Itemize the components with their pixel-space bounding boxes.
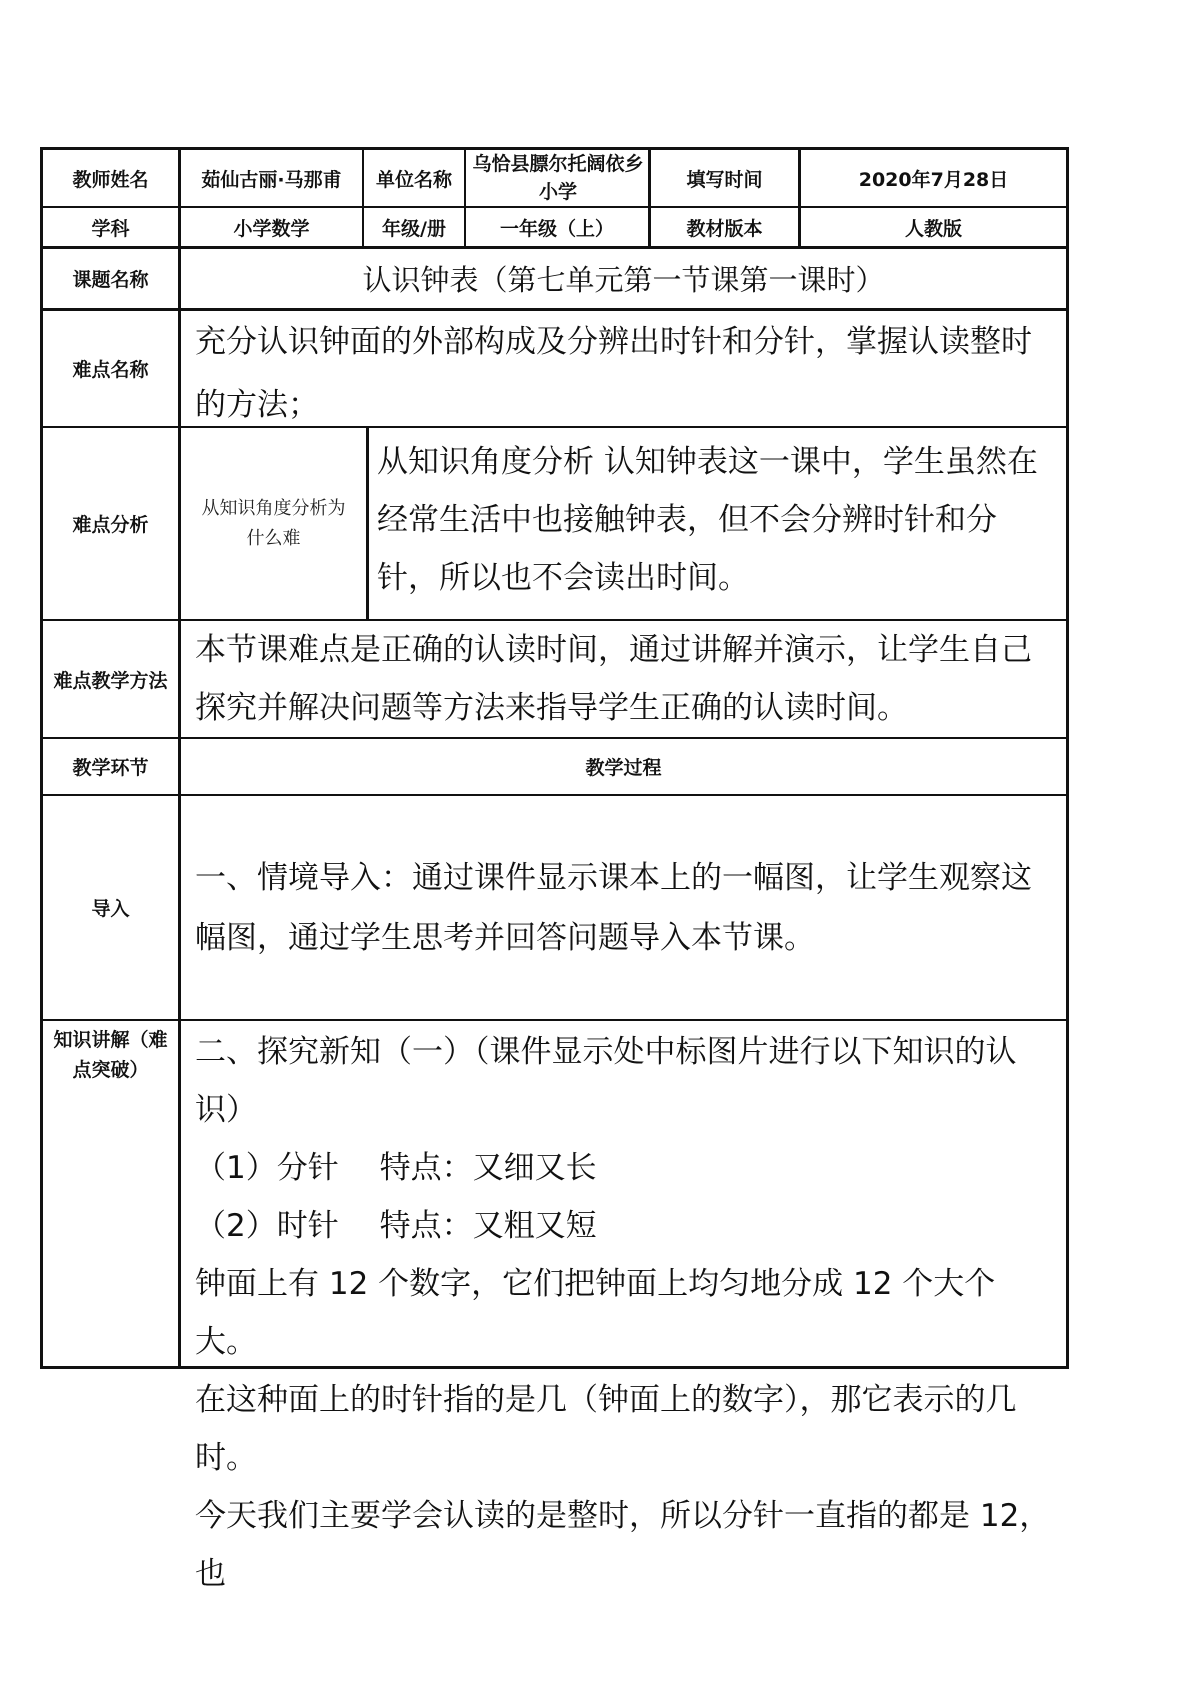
intro-label: 导入 <box>91 898 130 920</box>
method-value <box>181 621 1066 737</box>
topic-value: 认识钟表（第七单元第一节课第一课时） <box>362 263 885 297</box>
unit-name-value: 乌恰县膘尔托阔依乡小学 <box>472 153 644 203</box>
analysis-sub-label: 从知识角度分析为什么难 <box>201 497 346 549</box>
table-right-border <box>1066 147 1069 1369</box>
process-header: 教学过程 <box>585 757 662 779</box>
stage-header: 教学环节 <box>72 757 149 779</box>
analysis-value <box>369 428 1066 619</box>
date-label: 填写时间 <box>686 168 763 191</box>
knowledge-line: （1）分针 特点：又细又长 <box>195 1150 597 1186</box>
intro-text: 一、情境导入：通过课件显示课本上的一幅图，让学生观察这幅图，通过学生思考并回答问题导入本节课。 <box>195 859 1032 956</box>
knowledge-line: 钟面上有 12 个数字，它们把钟面上均匀地分成 12 个大个大。 <box>195 1266 996 1360</box>
difficulty-value <box>181 311 1066 426</box>
edition-value: 人教版 <box>904 217 962 240</box>
difficulty-label: 难点名称 <box>72 359 149 381</box>
knowledge-line: 今天我们主要学会认读的是整时，所以分针一直指的都是 12，也 <box>195 1498 1051 1592</box>
knowledge-label: 知识讲解（难点突破） <box>53 1029 168 1081</box>
teacher-name-label: 教师姓名 <box>72 168 149 191</box>
analysis-label: 难点分析 <box>72 514 149 536</box>
knowledge-line: 在这种面上的时针指的是几（钟面上的数字），那它表示的几时。 <box>195 1382 1017 1476</box>
date-value: 2020年7月28日 <box>858 168 1009 191</box>
teacher-name-value: 茹仙古丽·马那甫 <box>201 168 342 191</box>
knowledge-value <box>181 1021 1066 1592</box>
knowledge-line: （2）时针 特点：又粗又短 <box>195 1208 597 1244</box>
intro-value <box>181 796 1066 1019</box>
topic-label: 课题名称 <box>72 269 149 291</box>
subject-value: 小学数学 <box>233 217 310 240</box>
analysis-text: 从知识角度分析 认知钟表这一课中，学生虽然在经常生活中也接触钟表，但不会分辨时针和分针，所以也不会读出时间。 <box>377 444 1038 596</box>
edition-label: 教材版本 <box>686 217 763 240</box>
grade-value: 一年级（上） <box>499 217 614 240</box>
method-label: 难点教学方法 <box>53 669 168 692</box>
grade-label: 年级/册 <box>382 217 446 240</box>
method-text: 本节课难点是正确的认读时间，通过讲解并演示，让学生自己探究并解决问题等方法来指导学生正确的认读时间。 <box>195 632 1032 726</box>
subject-label: 学科 <box>91 217 130 240</box>
difficulty-text: 充分认识钟面的外部构成及分辨出时针和分针，掌握认读整时的方法； <box>195 324 1032 423</box>
unit-name-label: 单位名称 <box>375 168 452 191</box>
knowledge-line: 二、探究新知（一）（课件显示处中标图片进行以下知识的认识） <box>195 1034 1017 1128</box>
